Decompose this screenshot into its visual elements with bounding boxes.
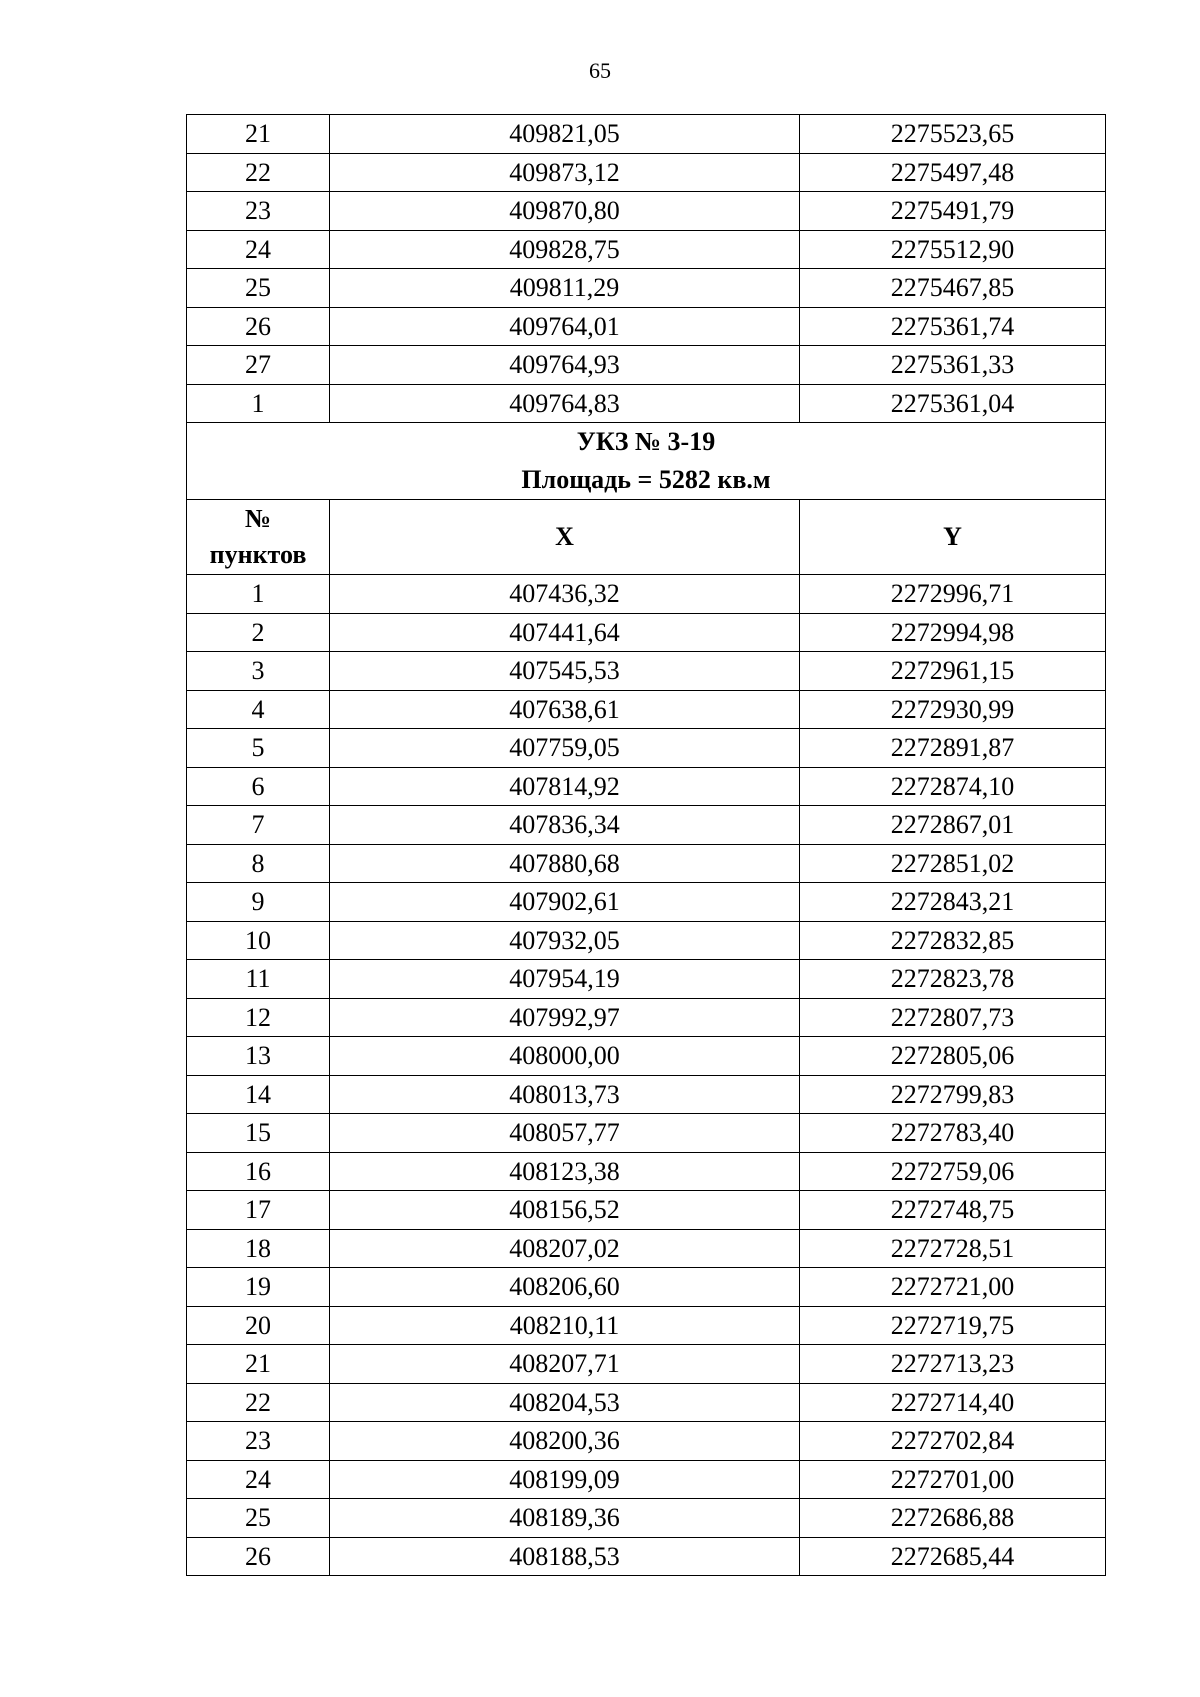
table-row: [187, 1268, 1106, 1307]
point-number-cell: 21: [187, 115, 330, 154]
point-number-cell: 8: [187, 844, 330, 883]
x-coordinate-cell: 407638,61: [330, 690, 800, 729]
table-row: [187, 192, 1106, 231]
x-coordinate-cell: 409873,12: [330, 153, 800, 192]
y-coordinate-cell: 2272714,40: [800, 1383, 1106, 1422]
x-coordinate-cell: 407814,92: [330, 767, 800, 806]
table-row: [187, 575, 1106, 614]
x-coordinate-cell: 407992,97: [330, 998, 800, 1037]
table-row: [187, 1037, 1106, 1076]
point-number-cell: 17: [187, 1191, 330, 1230]
point-number-cell: 4: [187, 690, 330, 729]
table-row: [187, 960, 1106, 999]
y-coordinate-cell: 2275491,79: [800, 192, 1106, 231]
x-coordinate-cell: 408188,53: [330, 1537, 800, 1576]
table-row: [187, 115, 1106, 154]
x-coordinate-cell: 408123,38: [330, 1152, 800, 1191]
y-coordinate-cell: 2272961,15: [800, 652, 1106, 691]
y-coordinate-cell: 2272721,00: [800, 1268, 1106, 1307]
section-title: УКЗ № 3-19: [576, 427, 716, 456]
table-row: [187, 1460, 1106, 1499]
point-number-cell: 24: [187, 230, 330, 269]
x-coordinate-cell: 408200,36: [330, 1422, 800, 1461]
point-number-cell: 18: [187, 1229, 330, 1268]
y-coordinate-cell: 2272805,06: [800, 1037, 1106, 1076]
table-row: [187, 346, 1106, 385]
table-row: [187, 806, 1106, 845]
x-coordinate-cell: 408057,77: [330, 1114, 800, 1153]
x-coordinate-cell: 408199,09: [330, 1460, 800, 1499]
table-row: [187, 384, 1106, 423]
section-header-row: [187, 423, 1106, 500]
point-number-cell: 12: [187, 998, 330, 1037]
table-row: [187, 998, 1106, 1037]
point-number-cell: 22: [187, 1383, 330, 1422]
x-coordinate-cell: 408000,00: [330, 1037, 800, 1076]
column-header-row: [187, 500, 1106, 575]
table-row: [187, 1191, 1106, 1230]
section-caption: [187, 423, 1106, 500]
y-coordinate-cell: 2272874,10: [800, 767, 1106, 806]
point-number-cell: 25: [187, 269, 330, 308]
point-number-cell: 5: [187, 729, 330, 768]
table-row: [187, 1152, 1106, 1191]
point-number-cell: 23: [187, 1422, 330, 1461]
y-coordinate-cell: 2272867,01: [800, 806, 1106, 845]
header-point-number-line2: пунктов: [209, 540, 307, 569]
point-number-cell: 26: [187, 1537, 330, 1576]
header-x: X: [330, 500, 800, 575]
y-coordinate-cell: 2272851,02: [800, 844, 1106, 883]
table-row: [187, 729, 1106, 768]
y-coordinate-cell: 2272843,21: [800, 883, 1106, 922]
point-number-cell: 1: [187, 575, 330, 614]
point-number-cell: 7: [187, 806, 330, 845]
x-coordinate-cell: 408207,71: [330, 1345, 800, 1384]
point-number-cell: 13: [187, 1037, 330, 1076]
x-coordinate-cell: 408210,11: [330, 1306, 800, 1345]
point-number-cell: 16: [187, 1152, 330, 1191]
x-coordinate-cell: 408013,73: [330, 1075, 800, 1114]
table-row: [187, 307, 1106, 346]
x-coordinate-cell: 408207,02: [330, 1229, 800, 1268]
x-coordinate-cell: 409764,01: [330, 307, 800, 346]
y-coordinate-cell: 2272994,98: [800, 613, 1106, 652]
y-coordinate-cell: 2272783,40: [800, 1114, 1106, 1153]
x-coordinate-cell: 409821,05: [330, 115, 800, 154]
point-number-cell: 27: [187, 346, 330, 385]
point-number-cell: 14: [187, 1075, 330, 1114]
y-coordinate-cell: 2272713,23: [800, 1345, 1106, 1384]
table-row: [187, 767, 1106, 806]
table-row: [187, 1499, 1106, 1538]
table-row: [187, 1383, 1106, 1422]
table-row: [187, 844, 1106, 883]
x-coordinate-cell: 408156,52: [330, 1191, 800, 1230]
x-coordinate-cell: 407954,19: [330, 960, 800, 999]
table-row: [187, 153, 1106, 192]
x-coordinate-cell: 407545,53: [330, 652, 800, 691]
y-coordinate-cell: 2272719,75: [800, 1306, 1106, 1345]
x-coordinate-cell: 407880,68: [330, 844, 800, 883]
section-area: Площадь = 5282 кв.м: [521, 465, 771, 494]
x-coordinate-cell: 409828,75: [330, 230, 800, 269]
x-coordinate-cell: 409764,93: [330, 346, 800, 385]
point-number-cell: 23: [187, 192, 330, 231]
y-coordinate-cell: 2275512,90: [800, 230, 1106, 269]
table-row: [187, 613, 1106, 652]
y-coordinate-cell: 2272891,87: [800, 729, 1106, 768]
y-coordinate-cell: 2272807,73: [800, 998, 1106, 1037]
x-coordinate-cell: 407932,05: [330, 921, 800, 960]
y-coordinate-cell: 2275361,33: [800, 346, 1106, 385]
y-coordinate-cell: 2272799,83: [800, 1075, 1106, 1114]
y-coordinate-cell: 2275497,48: [800, 153, 1106, 192]
y-coordinate-cell: 2275361,74: [800, 307, 1106, 346]
point-number-cell: 24: [187, 1460, 330, 1499]
table-row: [187, 1537, 1106, 1576]
point-number-cell: 19: [187, 1268, 330, 1307]
point-number-cell: 20: [187, 1306, 330, 1345]
x-coordinate-cell: 407441,64: [330, 613, 800, 652]
table-row: [187, 921, 1106, 960]
x-coordinate-cell: 409870,80: [330, 192, 800, 231]
table-row: [187, 230, 1106, 269]
y-coordinate-cell: 2272701,00: [800, 1460, 1106, 1499]
y-coordinate-cell: 2272832,85: [800, 921, 1106, 960]
table-row: [187, 1306, 1106, 1345]
point-number-cell: 2: [187, 613, 330, 652]
point-number-cell: 3: [187, 652, 330, 691]
point-number-cell: 10: [187, 921, 330, 960]
point-number-cell: 1: [187, 384, 330, 423]
table-row: [187, 883, 1106, 922]
point-number-cell: 25: [187, 1499, 330, 1538]
y-coordinate-cell: 2275467,85: [800, 269, 1106, 308]
table-row: [187, 652, 1106, 691]
coordinates-rows-bottom: [187, 575, 1106, 1576]
x-coordinate-cell: 408204,53: [330, 1383, 800, 1422]
table-row: [187, 1422, 1106, 1461]
y-coordinate-cell: 2272685,44: [800, 1537, 1106, 1576]
point-number-cell: 9: [187, 883, 330, 922]
table-row: [187, 1114, 1106, 1153]
y-coordinate-cell: 2275361,04: [800, 384, 1106, 423]
table-row: [187, 690, 1106, 729]
point-number-cell: 11: [187, 960, 330, 999]
point-number-cell: 26: [187, 307, 330, 346]
point-number-cell: 22: [187, 153, 330, 192]
point-number-cell: 6: [187, 767, 330, 806]
header-point-number-line1: №: [244, 504, 272, 533]
header-point-number: [187, 500, 330, 575]
x-coordinate-cell: 407759,05: [330, 729, 800, 768]
x-coordinate-cell: 407436,32: [330, 575, 800, 614]
point-number-cell: 15: [187, 1114, 330, 1153]
y-coordinate-cell: 2275523,65: [800, 115, 1106, 154]
y-coordinate-cell: 2272996,71: [800, 575, 1106, 614]
y-coordinate-cell: 2272748,75: [800, 1191, 1106, 1230]
y-coordinate-cell: 2272728,51: [800, 1229, 1106, 1268]
header-y: Y: [800, 500, 1106, 575]
table-row: [187, 1229, 1106, 1268]
coordinates-rows-top: [187, 115, 1106, 423]
y-coordinate-cell: 2272823,78: [800, 960, 1106, 999]
table-row: [187, 269, 1106, 308]
page-number: 65: [589, 58, 611, 83]
table-row: [187, 1345, 1106, 1384]
coordinates-table: [186, 114, 1106, 1576]
table-row: [187, 1075, 1106, 1114]
x-coordinate-cell: 409811,29: [330, 269, 800, 308]
y-coordinate-cell: 2272686,88: [800, 1499, 1106, 1538]
x-coordinate-cell: 407836,34: [330, 806, 800, 845]
x-coordinate-cell: 408206,60: [330, 1268, 800, 1307]
y-coordinate-cell: 2272702,84: [800, 1422, 1106, 1461]
x-coordinate-cell: 408189,36: [330, 1499, 800, 1538]
y-coordinate-cell: 2272759,06: [800, 1152, 1106, 1191]
point-number-cell: 21: [187, 1345, 330, 1384]
x-coordinate-cell: 407902,61: [330, 883, 800, 922]
x-coordinate-cell: 409764,83: [330, 384, 800, 423]
y-coordinate-cell: 2272930,99: [800, 690, 1106, 729]
